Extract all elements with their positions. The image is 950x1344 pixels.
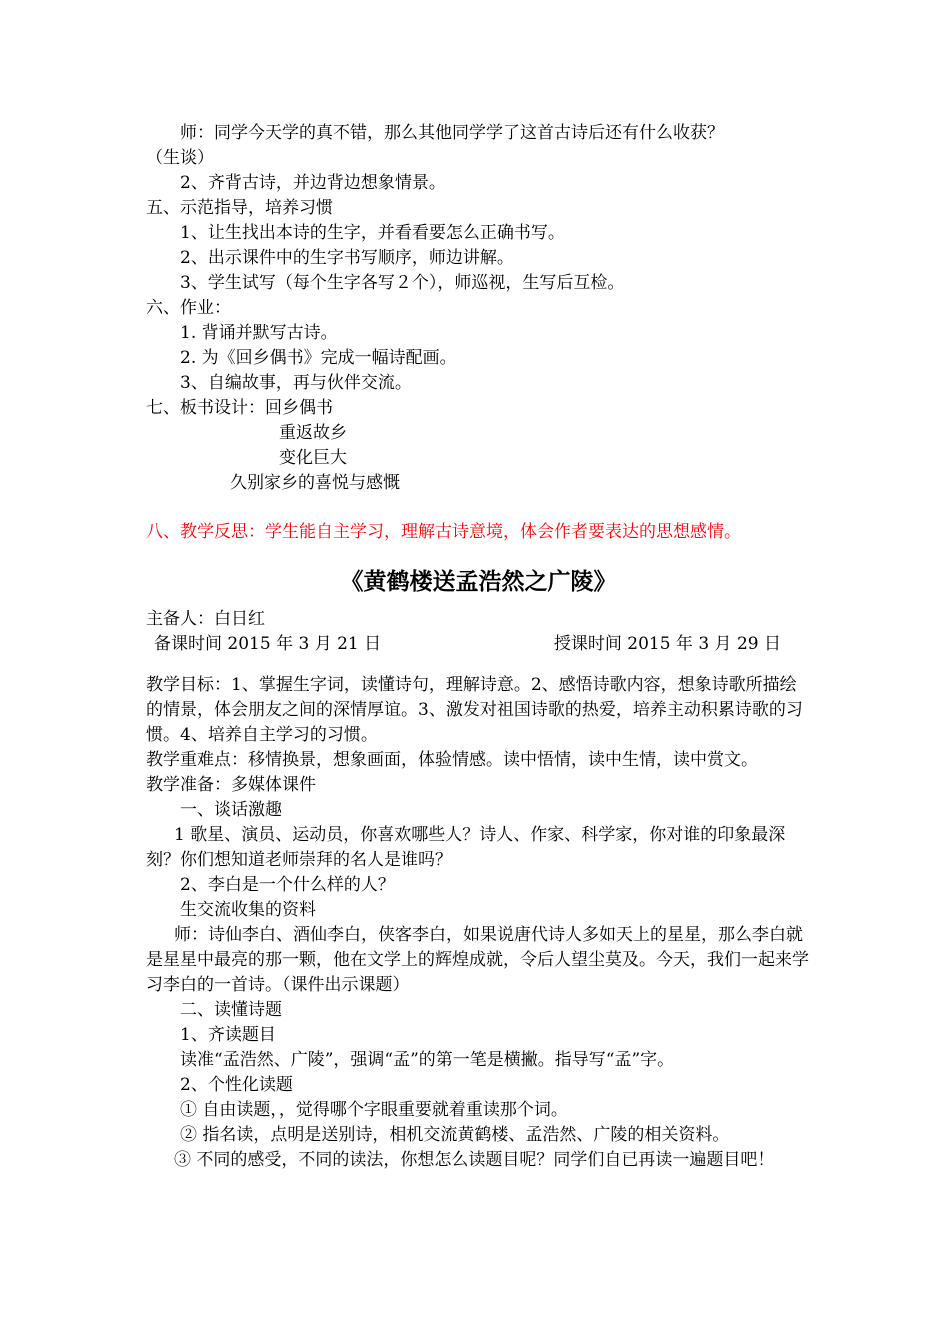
section-1-para-2: 2、李白是一个什么样的人？ — [180, 875, 395, 895]
section-5-heading: 五、示范指导，培养习惯 — [146, 198, 333, 218]
homework-item-1: 1. 背诵并默写古诗。 — [180, 323, 338, 343]
board-line-4: 久别家乡的喜悦与感慨 — [230, 473, 400, 493]
board-line-2: 重返故乡 — [279, 423, 347, 443]
section-2-para-3: 2、个性化读题 — [180, 1075, 293, 1095]
section-2-para-1: 1、齐读题目 — [180, 1025, 276, 1045]
teaching-materials: 教学准备：多媒体课件 — [146, 775, 316, 795]
homework-item-2: 2. 为《回乡偶书》完成一幅诗配画。 — [180, 348, 457, 368]
section-1-heading: 一、谈话激趣 — [180, 800, 282, 820]
homework-item-3: 3、自编故事，再与伙伴交流。 — [180, 373, 412, 393]
section-1-para-3: 生交流收集的资料 — [180, 900, 316, 920]
section-2-para-4: ① 自由读题，，觉得哪个字眼重要就着重读那个词。 — [180, 1100, 568, 1120]
teach-time: 授课时间 2015 年 3 月 29 日 — [553, 634, 781, 654]
student-talk: （生谈） — [146, 148, 214, 168]
section-1-para-1: 1 歌星、演员、运动员，你喜欢哪些人？诗人、作家、科学家，你对谁的印象最深刻？你们想知道老师崇拜的名人是谁吗？ — [146, 825, 786, 870]
board-line-3: 变化巨大 — [279, 448, 347, 468]
board-design-label: 七、板书设计： — [146, 398, 265, 418]
section-5-item-3: 3、学生试写（每个生字各写２个），师巡视，生写后互检。 — [180, 273, 625, 293]
section-5-item-1: 1、让生找出本诗的生字，并看看要怎么正确书写。 — [180, 223, 565, 243]
schedule-row — [146, 632, 811, 657]
section-1-para-4: 师：诗仙李白、酒仙李白，侠客李白，如果说唐代诗人多如天上的星星，那么李白就是星星中最亮的那一颗，他在文学上的辉煌成就，令后人望尘莫及。今天，我们一起来学习李白的一首诗。（课件出示课题） — [146, 925, 809, 995]
teaching-goals: 教学目标：1、掌握生字词，读懂诗句，理解诗意。2、感悟诗歌内容，想象诗歌所描绘的情景，体会朋友之间的深情厚谊。3、激发对祖国诗歌的热爱，培养主动积累诗歌的习惯。4、培养自主学习的习惯。 — [146, 675, 803, 745]
prep-time: 备课时间 2015 年 3 月 21 日 — [154, 634, 382, 654]
board-line-1: 回乡偶书 — [265, 398, 333, 418]
preparer: 主备人：白日红 — [146, 609, 265, 629]
key-points: 教学重难点：移情换景，想象画面，体验情感。读中悟情，读中生情，读中赏文。 — [146, 750, 758, 770]
document-body — [146, 121, 811, 1173]
section-2-para-2: 读准“孟浩然、广陵”，强调“孟”的第一笔是横撇。指导写“孟”字。 — [180, 1050, 675, 1070]
section-2-para-6: ③ 不同的感受，不同的读法，你想怎么读题目呢？同学们自已再读一遍题目吧！ — [174, 1150, 775, 1170]
teaching-reflection: 八、教学反思：学生能自主学习，理解古诗意境，体会作者要表达的思想感情。 — [146, 522, 741, 542]
section-5-item-2: 2、出示课件中的生字书写顺序，师边讲解。 — [180, 248, 514, 268]
recite-step: 2、齐背古诗，并边背边想象情景。 — [180, 173, 446, 193]
teacher-remark: 师：同学今天学的真不错，那么其他同学学了这首古诗后还有什么收获？ — [180, 123, 724, 143]
section-6-heading: 六、作业： — [146, 298, 231, 318]
board-design — [146, 396, 811, 421]
section-2-heading: 二、读懂诗题 — [180, 1000, 282, 1020]
section-2-para-5: ② 指名读，点明是送别诗，相机交流黄鹤楼、孟浩然、广陵的相关资料。 — [180, 1125, 730, 1145]
lesson-title: 《黄鹤楼送孟浩然之广陵》 — [340, 568, 617, 595]
